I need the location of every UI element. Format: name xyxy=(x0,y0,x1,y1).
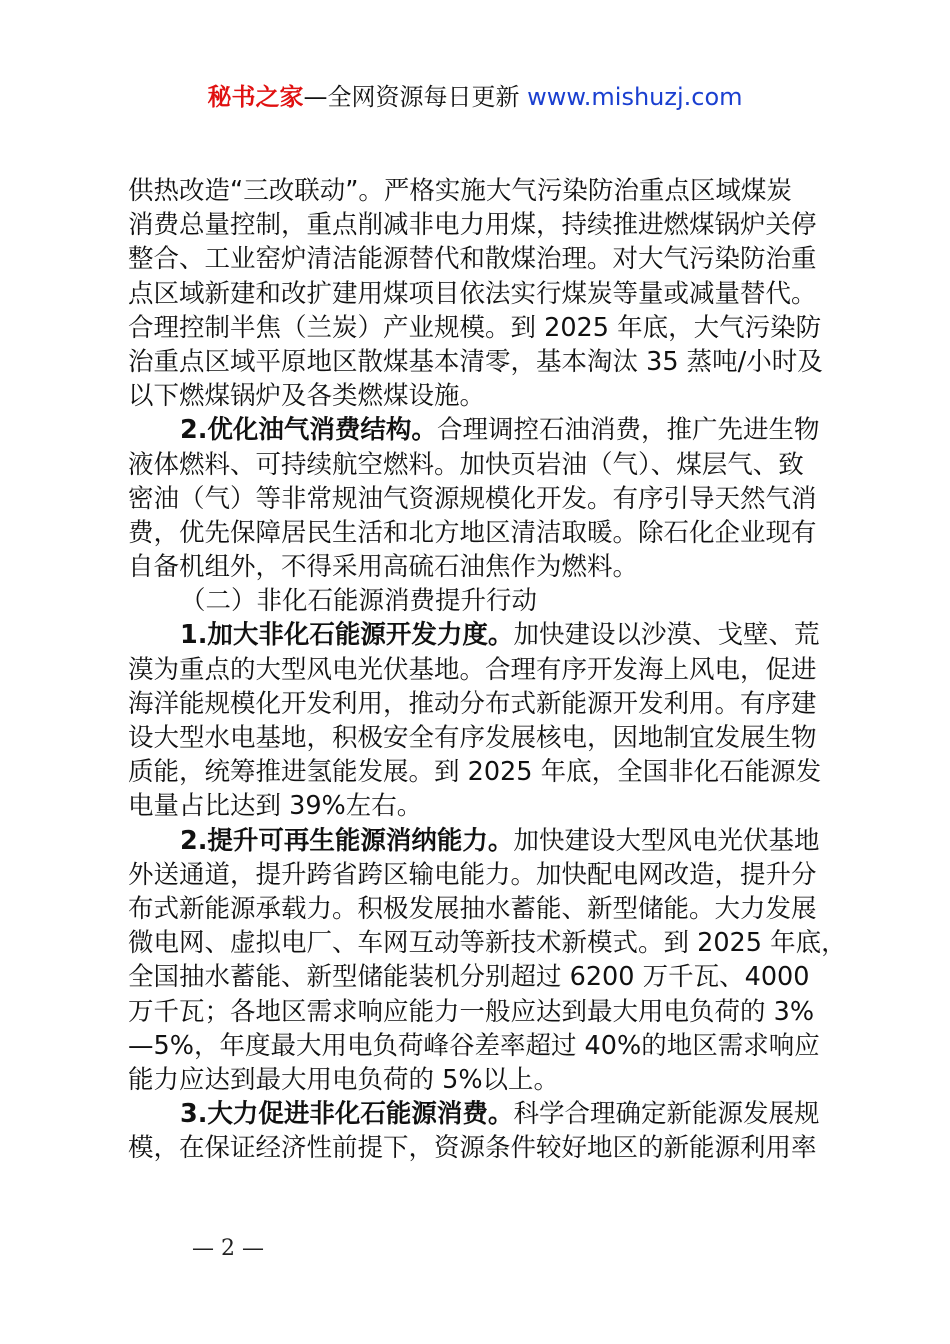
text-line xyxy=(128,687,840,721)
line-text: （二）非化石能源消费提升行动 xyxy=(180,586,538,617)
line-text: 电量占比达到 39%左右。 xyxy=(128,791,423,822)
text-line xyxy=(128,584,840,618)
line-text: —5%，年度最大用电负荷峰谷差率超过 40%的地区需求响应 xyxy=(128,1030,820,1061)
line-text: 费，优先保障居民生活和北方地区清洁取暖。除石化企业现有 xyxy=(128,517,817,548)
text-line xyxy=(128,755,840,789)
line-text: 模，在保证经济性前提下，资源条件较好地区的新能源利用率 xyxy=(128,1133,817,1164)
line-text: 能力应达到最大用电负荷的 5%以上。 xyxy=(128,1064,560,1095)
header-brand: 秘书之家 xyxy=(207,83,304,111)
text-line xyxy=(128,345,840,379)
header-tagline: —全网资源每日更新 xyxy=(303,83,520,111)
text-line xyxy=(128,618,840,652)
section-heading: 1.加大非化石能源开发力度。 xyxy=(180,620,514,651)
line-text: 加快建设大型风电光伏基地 xyxy=(513,825,820,856)
text-line xyxy=(128,892,840,926)
line-text: 微电网、虚拟电厂、车网互动等新技术新模式。到 2025 年底， xyxy=(128,928,847,959)
line-text: 全国抽水蓄能、新型储能装机分别超过 6200 万千瓦、4000 xyxy=(128,962,810,993)
line-text: 海洋能规模化开发利用，推动分布式新能源开发利用。有序建 xyxy=(128,688,817,719)
line-text: 自备机组外，不得采用高硫石油焦作为燃料。 xyxy=(128,552,639,583)
line-text: 点区域新建和改扩建用煤项目依法实行煤炭等量或减量替代。 xyxy=(128,278,817,309)
text-line xyxy=(128,1097,840,1131)
header-url[interactable]: www.mishuzj.com xyxy=(527,83,743,111)
text-line xyxy=(128,1029,840,1063)
page-number: — 2 — xyxy=(192,1236,264,1261)
text-line xyxy=(128,1131,840,1165)
text-line xyxy=(128,277,840,311)
line-text: 合理控制半焦（兰炭）产业规模。到 2025 年底，大气污染防 xyxy=(128,312,822,343)
text-line xyxy=(128,242,840,276)
text-line xyxy=(128,413,840,447)
line-text: 以下燃煤锅炉及各类燃煤设施。 xyxy=(128,381,486,412)
page-header xyxy=(0,80,950,114)
line-text: 漠为重点的大型风电光伏基地。合理有序开发海上风电，促进 xyxy=(128,654,817,685)
line-text: 合理调控石油消费，推广先进生物 xyxy=(436,415,820,446)
text-line xyxy=(128,1063,840,1097)
line-text: 布式新能源承载力。积极发展抽水蓄能、新型储能。大力发展 xyxy=(128,893,817,924)
text-line xyxy=(128,516,840,550)
text-line xyxy=(128,824,840,858)
text-line xyxy=(128,926,847,960)
document-body xyxy=(128,174,847,1165)
text-line xyxy=(128,550,840,584)
line-text: 液体燃料、可持续航空燃料。加快页岩油（气）、煤层气、致 xyxy=(128,449,804,480)
text-line xyxy=(128,789,840,823)
text-line xyxy=(128,174,840,208)
line-text: 整合、工业窑炉清洁能源替代和散煤治理。对大气污染防治重 xyxy=(128,244,817,275)
line-text: 万千瓦；各地区需求响应能力一般应达到最大用电负荷的 3% xyxy=(128,996,815,1027)
line-text: 设大型水电基地，积极安全有序发展核电，因地制宜发展生物 xyxy=(128,723,817,753)
section-heading: 3.大力促进非化石能源消费。 xyxy=(180,1099,514,1130)
text-line xyxy=(128,379,840,413)
line-text: 消费总量控制，重点削减非电力用煤，持续推进燃煤锅炉关停 xyxy=(128,210,817,241)
text-line xyxy=(128,721,840,755)
text-line xyxy=(128,653,840,687)
section-heading: 2.优化油气消费结构。 xyxy=(180,415,437,446)
line-text: 加快建设以沙漠、戈壁、荒 xyxy=(513,620,820,651)
text-line xyxy=(128,995,840,1029)
text-line xyxy=(128,858,840,892)
text-line xyxy=(128,311,840,345)
text-line xyxy=(128,208,840,242)
text-line xyxy=(128,960,840,994)
line-text: 科学合理确定新能源发展规 xyxy=(513,1099,820,1130)
text-line xyxy=(128,448,840,482)
section-heading: 2.提升可再生能源消纳能力。 xyxy=(180,825,514,856)
line-text: 供热改造“三改联动”。严格实施大气污染防治重点区域煤炭 xyxy=(128,176,792,206)
line-text: 治重点区域平原地区散煤基本清零，基本淘汰 35 蒸吨/小时及 xyxy=(128,346,823,377)
line-text: 外送通道，提升跨省跨区输电能力。加快配电网改造，提升分 xyxy=(128,859,817,890)
line-text: 质能，统筹推进氢能发展。到 2025 年底，全国非化石能源发 xyxy=(128,757,822,788)
text-line xyxy=(128,482,840,516)
line-text: 密油（气）等非常规油气资源规模化开发。有序引导天然气消 xyxy=(128,483,817,514)
